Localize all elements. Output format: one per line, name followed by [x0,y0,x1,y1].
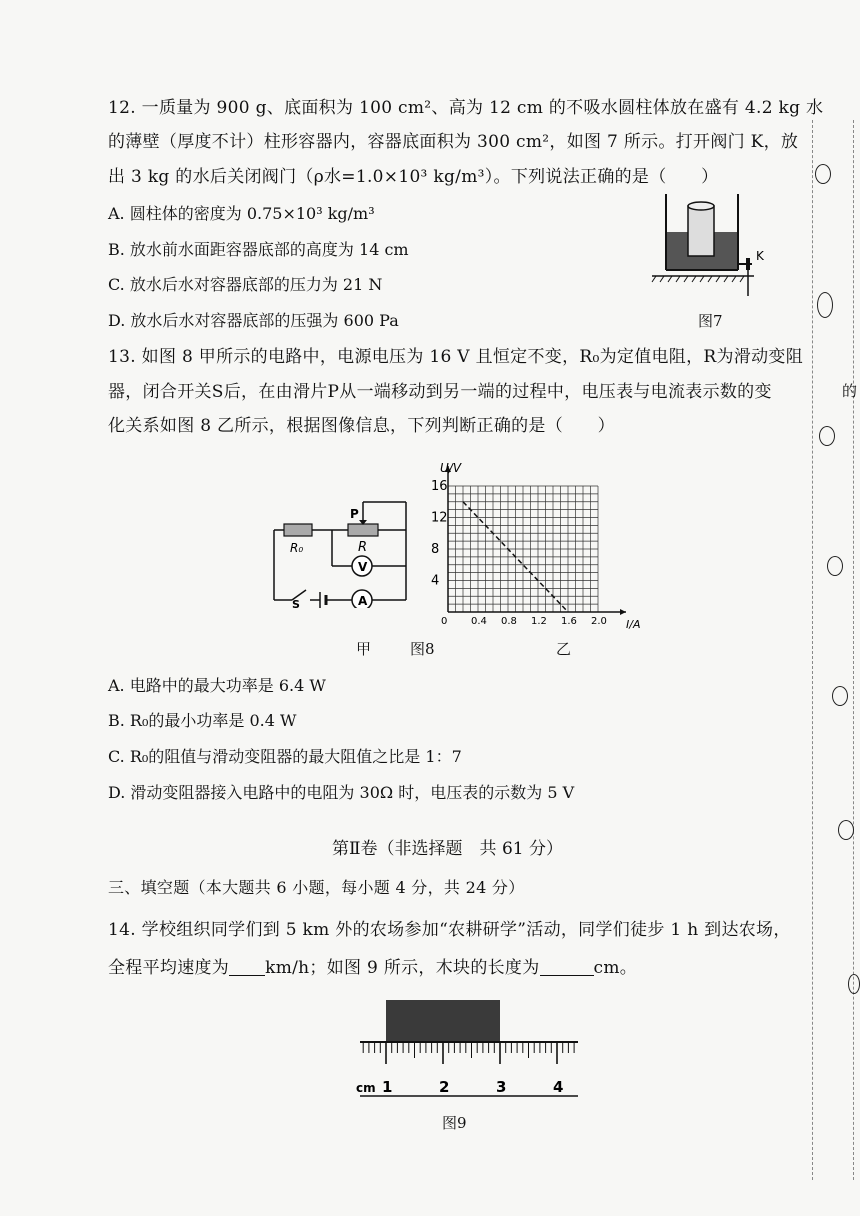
slider-p-label: P [350,507,359,521]
answer-blank-speed[interactable] [229,959,265,976]
q13-stem-line-1: 13. 如图 8 甲所示的电路中，电源电压为 16 V 且恒定不变，R₀为定值电阻，R为滑动变阻 [108,347,803,367]
y-tick-label: 8 [431,542,440,557]
voltmeter-label: V [358,560,368,574]
q13-stem-line-2: 器，闭合开关S后，在由滑片P从一端移动到另一端的过程中，电压表与电流表示数的变 [108,382,772,402]
q13-stem-line-3: 化关系如图 8 乙所示，根据图像信息，下列判断正确的是（ ） [108,416,615,436]
resistor-r0 [284,524,312,536]
margin-dashed-line-outer [853,120,854,1180]
margin-text: 的 [842,382,858,400]
x-tick-label: 0 [441,616,448,627]
binder-hole [827,556,843,576]
q12-option-c: C. 放水后水对容器底部的压力为 21 N [108,275,383,294]
rheostat-r [348,524,378,536]
x-axis-arrow [620,609,626,615]
binder-hole [817,292,833,318]
figure-9-ruler [352,996,582,1100]
binder-hole [838,820,854,840]
valve-label: K [756,249,764,263]
binder-hole [848,974,860,994]
q13-option-a: A. 电路中的最大功率是 6.4 W [108,676,326,695]
figure-8-graph [424,462,656,634]
x-tick-label: 1.2 [531,616,547,627]
q12-option-d: D. 放水后水对容器底部的压强为 600 Pa [108,311,399,330]
q12-option-b: B. 放水前水面距容器底部的高度为 14 cm [108,240,409,259]
ruler-numbers [382,1078,563,1096]
y-tick-label: 16 [431,479,448,494]
q14-text-c: cm。 [593,958,638,978]
q12-stem-line-3: 出 3 kg 的水后关闭阀门（ρ水=1.0×10³ kg/m³）。下列说法正确的是（ ） [108,167,719,187]
q12-stem-line-1: 12. 一质量为 900 g、底面积为 100 cm²、高为 12 cm 的不吸水圆柱体放在盛有 4.2 kg 水 [108,98,824,118]
ammeter-label: A [358,594,368,608]
ruler-unit-label: cm [356,1081,376,1095]
part-three-heading: 三、填空题（本大题共 6 小题，每小题 4 分，共 24 分） [108,878,525,897]
graph-x-axis-label: I/A [626,618,641,631]
q14-text-a: 全程平均速度为 [108,958,230,978]
figure-8-caption-yi: 乙 [556,640,572,658]
binder-hole [819,426,835,446]
ruler-number: 4 [553,1078,564,1096]
q13-option-c: C. R₀的阻值与滑动变阻器的最大阻值之比是 1：7 [108,747,462,766]
q14-stem-line-2 [108,956,637,980]
ruler-number: 1 [382,1078,393,1096]
q14-stem-line-1: 14. 学校组织同学们到 5 km 外的农场参加“农耕研学”活动，同学们徒步 1 h 到达农场， [108,920,791,940]
q14-text-b: km/h；如图 9 所示，木块的长度为 [265,958,540,978]
figure-8-circuit-diagram [268,496,420,608]
q13-option-d: D. 滑动变阻器接入电路中的电阻为 30Ω 时，电压表的示数为 5 V [108,783,575,802]
q12-option-a: A. 圆柱体的密度为 0.75×10³ kg/m³ [108,204,375,223]
switch-s-label: S [292,598,300,608]
graph-grid [448,486,598,612]
q13-option-b: B. R₀的最小功率是 0.4 W [108,711,297,730]
r0-label: R₀ [290,541,304,555]
figure-8-caption-jia: 甲 [356,640,372,658]
section-title: 第Ⅱ卷（非选择题 共 61 分） [332,839,563,859]
ruler-ticks [363,1042,574,1064]
q12-stem-line-2: 的薄壁（厚度不计）柱形容器内，容器底面积为 300 cm²，如图 7 所示。打开阀门 K，放 [108,132,799,152]
binder-hole [832,686,848,706]
figure-9-caption: 图9 [442,1114,467,1132]
figure-8-caption: 图8 [410,640,435,658]
r-label: R [358,540,368,555]
binder-hole [815,164,831,184]
ruler-number: 2 [439,1078,450,1096]
graph-tick-labels [431,479,607,627]
cylinder [688,206,714,256]
graph-axes [445,466,626,615]
x-tick-label: 0.4 [471,616,487,627]
wooden-block [386,1000,500,1042]
x-tick-label: 2.0 [591,616,607,627]
y-tick-label: 12 [431,510,448,526]
figure-7-container-diagram [648,192,778,296]
y-tick-label: 4 [431,573,440,589]
x-tick-label: 1.6 [561,616,577,627]
x-tick-label: 0.8 [501,616,517,627]
valve-k [746,258,750,270]
figure-7-caption: 图7 [698,312,723,330]
ruler-number: 3 [496,1078,507,1096]
answer-blank-length[interactable] [540,959,594,976]
graph-y-axis-label: U/V [440,462,462,475]
margin-dashed-line [812,120,813,1180]
